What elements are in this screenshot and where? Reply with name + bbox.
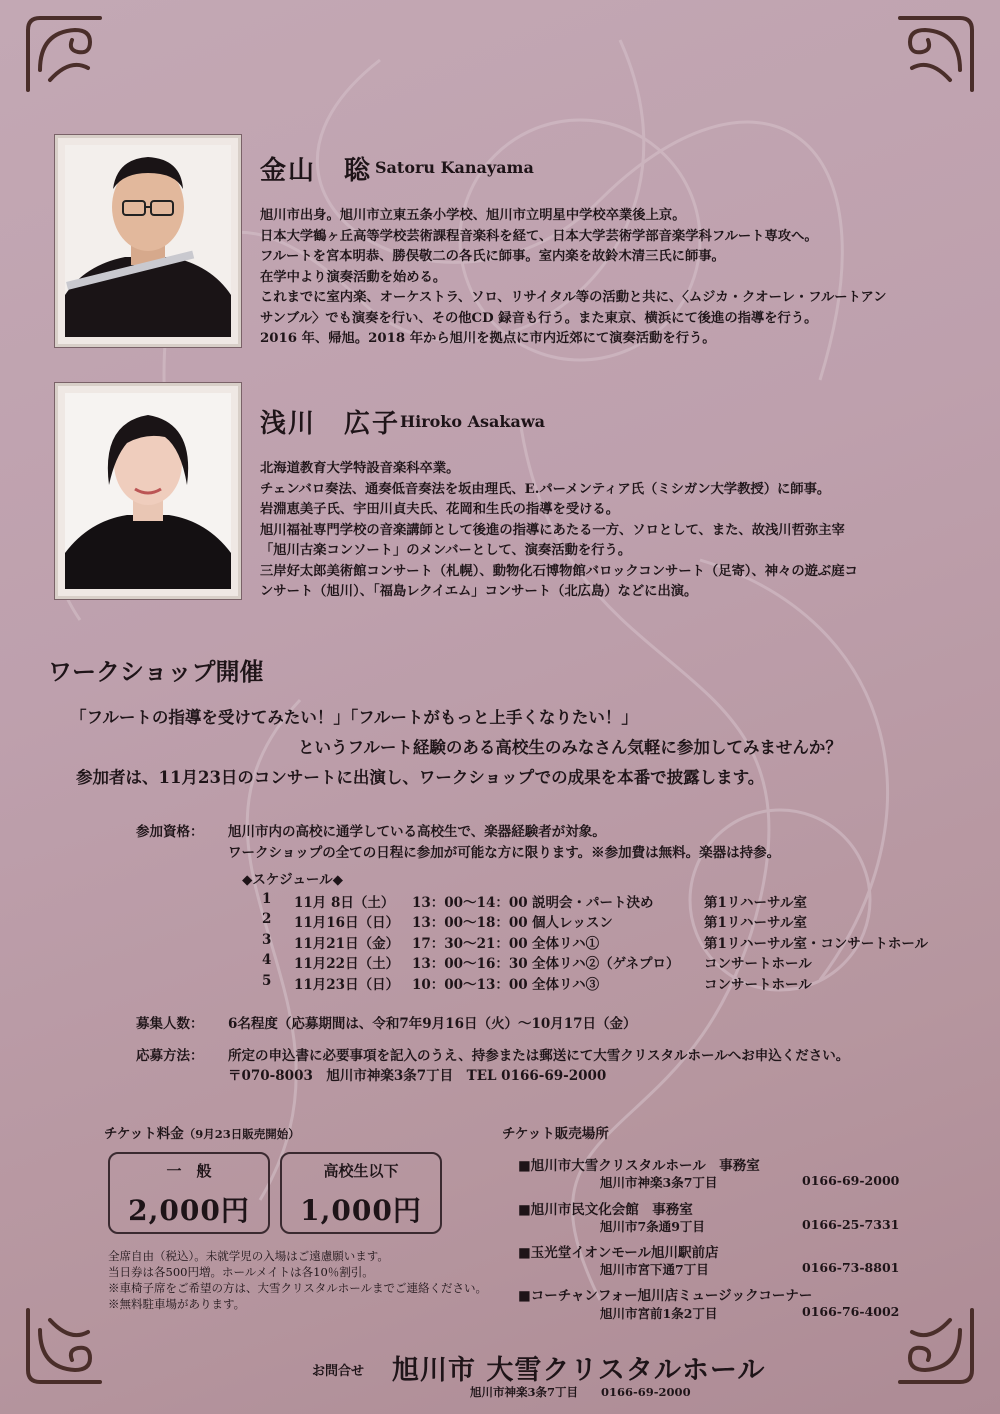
bio-line: 旭川福祉専門学校の音楽講師として後進の指導にあたる一方、ソロとして、また、故浅川哲弥主宰 [260,522,845,538]
bio-line: 北海道教育大学特設音楽科卒業。 [260,461,460,476]
performer-biography [260,206,887,350]
corner-flourish-bottom-right [890,1300,980,1390]
outlet-address: 旭川市宮前1条2丁目 [600,1306,718,1321]
outlet-tel: 0166-69-2000 [802,1173,900,1188]
schedule-no: 1 [262,891,272,907]
student-price-box [280,1152,442,1234]
schedule-date: 11月 8日（土） [294,895,395,911]
outlet-tel: 0166-73-8801 [802,1260,900,1275]
apply-text: 所定の申込書に必要事項を記入のうえ、持参または郵送にて大雪クリスタルホールへお申込ください。 [228,1048,850,1064]
contact-label: お問合せ [312,1364,365,1379]
ticket-note: ※車椅子席をご希望の方は、大雪クリスタルホールまでご連絡ください。 [108,1281,488,1295]
corner-flourish-bottom-left [20,1300,110,1390]
schedule-no: 5 [262,973,272,989]
general-price: 2,000円 [128,1194,250,1227]
schedule-date: 11月21日（金） [294,936,400,952]
performer-photo [65,145,231,337]
bio-line: サンブル〉でも演奏を行い、その他CD 録音も行う。また東京、横浜にて後進の指導を行う。 [260,310,818,326]
schedule-time: 13：00～16：30 [412,956,528,972]
outlet-name: ■コーチャンフォー旭川店ミュージックコーナー [518,1288,813,1304]
schedule-no: 2 [262,911,272,927]
bio-line: チェンバロ奏法、通奏低音奏法を坂由理氏、E.パーメンティア氏（ミシガン大学教授）に師事。 [260,481,831,497]
performer-photo-frame [54,382,242,600]
schedule-time: 17：30～21：00 [412,936,528,952]
general-price-box [108,1152,270,1234]
apply-label: 応募方法： [136,1048,204,1064]
schedule-time: 10：00～13：00 [412,977,528,993]
schedule-place: 第1リハーサル室 [704,895,807,911]
outlet-name: ■玉光堂イオンモール旭川駅前店 [518,1245,719,1261]
general-label: 一 般 [166,1162,212,1180]
schedule-no: 4 [262,952,272,968]
schedule-time: 13：00～14：00 [412,895,528,911]
corner-flourish-top-right [890,10,980,100]
outlet-tel: 0166-25-7331 [802,1217,900,1232]
venue-address: 旭川市神楽3条7丁目 0166-69-2000 [470,1385,691,1399]
schedule-date: 11月16日（日） [294,915,400,931]
performer-name: 浅川 広子 [260,409,401,439]
bio-line: 三岸好太郎美術館コンサート（札幌）、動物化石博物館バロックコンサート（足寄）、神々の遊ぶ庭コ [260,563,858,579]
schedule-no: 3 [262,932,272,948]
workshop-lead-invite: というフルート経験のある高校生のみなさん気軽に参加してみませんか？ [298,738,842,757]
performer-photo [65,393,231,589]
performer-biography [260,459,858,603]
bio-line: 「旭川古楽コンソート」のメンバーとして、演奏活動を行う。 [260,543,632,558]
performer-name: 金山 聡 [260,156,373,186]
venue-name: 旭川市 大雪クリスタルホール [392,1355,766,1386]
bio-line: 2016 年、帰旭。2018 年から旭川を拠点に市内近郊にて演奏活動を行う。 [260,331,716,346]
ticket-outlets-heading: チケット販売場所 [502,1126,609,1142]
schedule-content: 説明会・パート決め [532,895,654,911]
performer-name-roman: Satoru Kanayama [375,158,534,177]
ticket-note: ※無料駐車場があります。 [108,1297,246,1311]
outlet-tel: 0166-76-4002 [802,1304,900,1319]
bio-line: ンサート（旭川）、「福島レクイエム」コンサート（北広島）などに出演。 [260,584,698,599]
ticket-price-title: チケット料金 [104,1126,184,1142]
ticket-note: 全席自由（税込）。未就学児の入場はご遠慮願います。 [108,1249,389,1263]
apply-address: 〒070-8003 旭川市神楽3条7丁目 TEL 0166-69-2000 [228,1068,607,1084]
ticket-sale-start: （9月23日販売開始） [183,1127,300,1141]
schedule-title: ◆スケジュール◆ [242,872,343,888]
workshop-lead-info: 参加者は、11月23日のコンサートに出演し、ワークショップでの成果を本番で披露します。 [76,768,765,787]
student-price: 1,000円 [300,1194,422,1227]
schedule-place: 第1リハーサル室 [704,915,807,931]
outlet-address: 旭川市神楽3条7丁目 [600,1175,718,1190]
capacity-label: 募集人数： [136,1016,204,1032]
bio-line: 日本大学鶴ヶ丘高等学校芸術課程音楽科を経て、日本大学芸術学部音楽学科フルート専攻へ。 [260,228,818,244]
performer-name-roman: Hiroko Asakawa [400,412,546,431]
schedule-time: 13：00～18：00 [412,915,528,931]
schedule-content: 個人レッスン [532,915,613,931]
schedule-place: コンサートホール [704,956,812,972]
bio-line: 岩淵恵美子氏、宇田川貞夫氏、花岡和生氏の指導を受ける。 [260,502,620,517]
eligibility-text: ワークショップの全ての日程に参加が可能な方に限ります。※参加費は無料。楽器は持参。 [228,845,781,861]
ticket-notes [108,1248,487,1312]
corner-flourish-top-left [20,10,110,100]
ticket-note: 当日券は各500円増。ホールメイトは各10％割引。 [108,1265,374,1279]
schedule-content: 全体リハ②（ゲネプロ） [532,956,680,972]
workshop-lead-quote: 「フルートの指導を受けてみたい！」「フルートがもっと上手くなりたい！」 [70,708,638,727]
schedule-date: 11月23日（日） [294,977,400,993]
ticket-price-heading [104,1122,300,1142]
outlet-address: 旭川市宮下通7丁目 [600,1262,709,1277]
schedule-place: コンサートホール [704,977,812,993]
workshop-title: ワークショップ開催 [48,658,264,686]
student-label: 高校生以下 [323,1162,399,1180]
bio-line: フルートを宮本明恭、勝俣敬二の各氏に師事。室内楽を故鈴木清三氏に師事。 [260,249,725,264]
eligibility-label: 参加資格： [136,824,204,840]
bio-line: 在学中より演奏活動を始める。 [260,269,447,285]
bio-line: これまでに室内楽、オーケストラ、ソロ、リサイタル等の活動と共に、〈ムジカ・クオーレ・フルートアン [260,290,887,305]
schedule-content: 全体リハ③ [532,977,600,993]
outlet-address: 旭川市7条通9丁目 [600,1219,705,1234]
bio-line: 旭川市出身。旭川市立東五条小学校、旭川市立明星中学校卒業後上京。 [260,208,686,223]
eligibility-text: 旭川市内の高校に通学している高校生で、楽器経験者が対象。 [228,824,606,840]
schedule-place: 第1リハーサル室・コンサートホール [704,936,929,952]
schedule-date: 11月22日（土） [294,956,400,972]
capacity-text: 6名程度（応募期間は、令和7年9月16日（火）～10月17日（金） [228,1016,637,1032]
outlet-name: ■旭川市民文化会館 事務室 [518,1202,693,1218]
schedule-content: 全体リハ① [532,936,600,952]
outlet-name: ■旭川市大雪クリスタルホール 事務室 [518,1158,760,1174]
performer-photo-frame [54,134,242,348]
